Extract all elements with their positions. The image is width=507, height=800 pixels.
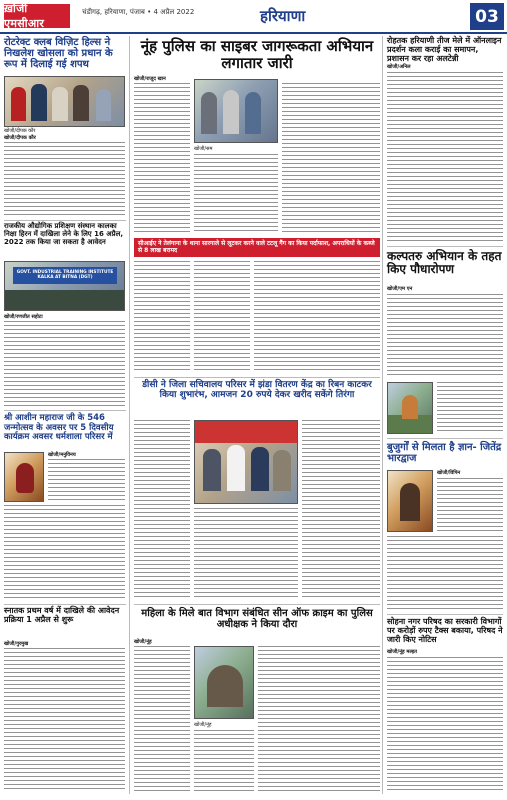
left-article-4-body bbox=[4, 648, 125, 792]
left-divider-1 bbox=[4, 220, 126, 221]
left-article-3-headline: श्री आशीन महाराज जी के 546 जन्मोत्सव के अवसर पर 5 दिवसीय कार्यक्रम अवसर धर्मशाला परिसर में bbox=[4, 413, 114, 443]
right-article-3-byline: खोजी/विपिन bbox=[437, 470, 461, 476]
left-divider-3 bbox=[4, 604, 126, 605]
center-article-2-headline: डीसी ने जिला सचिवालय परिसर में झंडा वितरण केंद्र का रिबन काटकर किया शुभारंभ, आमजन 20 रुपये देकर खरीद सकेंगे तिरंगा bbox=[142, 380, 372, 401]
section-title: हरियाणा bbox=[260, 7, 306, 25]
right-article-4-headline: सोहना नगर परिषद का सरकारी विभागों पर करोड़ों रुपए टैक्स बकाया, परिषद ने जारी किए नोटिस bbox=[387, 617, 503, 644]
right-article-2-photo bbox=[387, 382, 433, 434]
center-band-body-col3 bbox=[254, 261, 380, 373]
center-lead-headline: नूंह पुलिस का साइबर जागरूकता अभियान लगातार जारी bbox=[140, 37, 374, 72]
right-article-2-body bbox=[437, 382, 503, 434]
right-article-3-body-side bbox=[437, 478, 503, 532]
center-article-3-photo bbox=[194, 646, 254, 719]
newspaper-logo: ख़ोजी एमसीआर bbox=[4, 4, 70, 28]
right-article-3-body bbox=[387, 536, 503, 610]
left-article-3-photo bbox=[4, 452, 44, 502]
left-article-2-headline: राजकीय औद्योगिक प्रशिक्षण संस्थान कालका निक्षा हिरन में दाखिला लेने के लिए 16 अप्रैल, 2022 तक किया जा सकता है आवेदन bbox=[4, 222, 124, 246]
center-article-3-body-col1 bbox=[134, 646, 190, 792]
left-article-4-byline: खोजी/गुरमुख bbox=[4, 641, 29, 647]
left-article-3-body-top bbox=[48, 459, 125, 502]
right-article-2-byline: खोजी/एम एन bbox=[387, 286, 413, 292]
center-article-3-headline: महिला के मिले बात विभाग संबंधित सीन ऑफ क्राइम का पुलिस अधीक्षक ने किया दौरा bbox=[141, 608, 373, 631]
right-divider-1 bbox=[387, 246, 503, 247]
center-lead-body-col1 bbox=[134, 83, 190, 233]
left-article-2-sign: GOVT. INDUSTRIAL TRAINING INSTITUTE KALKA AT BITNA (DGT) bbox=[13, 267, 117, 284]
left-article-1-headline: रोटरेक्ट क्लब विज़िट हिल्स ने निखलेश खोसला को प्रधान के रूप में दिलाई गई शपथ bbox=[4, 37, 113, 71]
right-article-2-body-top bbox=[387, 294, 503, 378]
right-article-4-body bbox=[387, 657, 503, 792]
right-article-1-body bbox=[387, 72, 503, 243]
right-column-divider bbox=[382, 36, 383, 794]
center-article-3-caption: खोजी/नूंह bbox=[194, 722, 212, 728]
center-lead-body-col3 bbox=[282, 83, 380, 233]
left-article-1-caption: खोजी/दीपक कौर bbox=[4, 128, 36, 134]
left-divider-2 bbox=[4, 410, 126, 411]
left-article-2-byline: खोजी/रणजीत सहोटा bbox=[4, 314, 43, 320]
right-divider-3 bbox=[387, 614, 503, 615]
right-article-1-headline: रोहतक हरियाणी तीज मेले में ऑनलाइन प्रदर्शन कला कराई का समापन, प्रशासन कर रहा अलटेन्नी bbox=[387, 36, 502, 63]
center-article-3-body-col2 bbox=[194, 730, 254, 792]
center-lead-photo bbox=[194, 79, 278, 143]
center-red-band-headline: सीआईए ने तेलंगाना के थाना सारगाले से लूटकर करने वाले टटलू गैंग का किया पर्दाफाश, अपराधियों के कब्जे से 8 लाख बरामद bbox=[134, 238, 380, 257]
center-article-2-photo bbox=[194, 420, 298, 504]
right-article-3-headline: बुजुर्गों से मिलता है ज्ञान- जितेंद्र भारद्वाज bbox=[387, 442, 502, 465]
masthead bbox=[0, 0, 507, 34]
left-article-3-byline: खोजी/मनुविनय bbox=[48, 452, 76, 458]
left-article-3-body bbox=[4, 505, 125, 601]
center-article-2-body-col1 bbox=[134, 420, 190, 600]
center-article-2-body-col3 bbox=[302, 420, 380, 600]
dateline: चंडीगढ़, हरियाणा, पंजाब • 4 अप्रैल 2022 bbox=[82, 8, 195, 16]
center-lead-byline: खोजी/राजूद खान bbox=[134, 76, 166, 82]
left-article-4-headline: स्नातक प्रथम वर्ष में दाखिले की आवेदन प्रक्रिया 1 अप्रैल से शुरू bbox=[4, 606, 120, 624]
left-article-1-byline: खोजी/दीपक कौर bbox=[4, 135, 36, 141]
center-divider-1 bbox=[134, 377, 380, 378]
left-column-divider bbox=[129, 36, 130, 794]
left-article-2-photo bbox=[4, 261, 125, 311]
center-band-body-col1 bbox=[134, 261, 190, 373]
center-article-3-byline: खोजी/नूंह bbox=[134, 639, 152, 645]
center-lead-body-col2 bbox=[194, 154, 278, 233]
left-article-1-photo bbox=[4, 76, 125, 127]
center-article-3-body-col3 bbox=[258, 646, 380, 792]
center-lead-caption: खोजी/सम bbox=[194, 146, 213, 152]
right-article-4-byline: खोजी/नूंह मल्हत bbox=[387, 649, 418, 655]
center-divider-2 bbox=[134, 604, 380, 605]
left-article-1-body bbox=[4, 142, 125, 218]
center-band-body-col2 bbox=[194, 261, 250, 373]
right-article-1-byline: खोजी/अनिल bbox=[387, 64, 411, 70]
page-number: 03 bbox=[470, 3, 504, 30]
left-article-2-body bbox=[4, 321, 125, 407]
right-article-2-headline: कल्पतरु अभियान के तहत किए पौधारोपण bbox=[387, 249, 502, 277]
right-article-3-photo bbox=[387, 470, 433, 532]
right-divider-2 bbox=[387, 438, 503, 439]
center-article-2-body-col2 bbox=[194, 508, 298, 600]
